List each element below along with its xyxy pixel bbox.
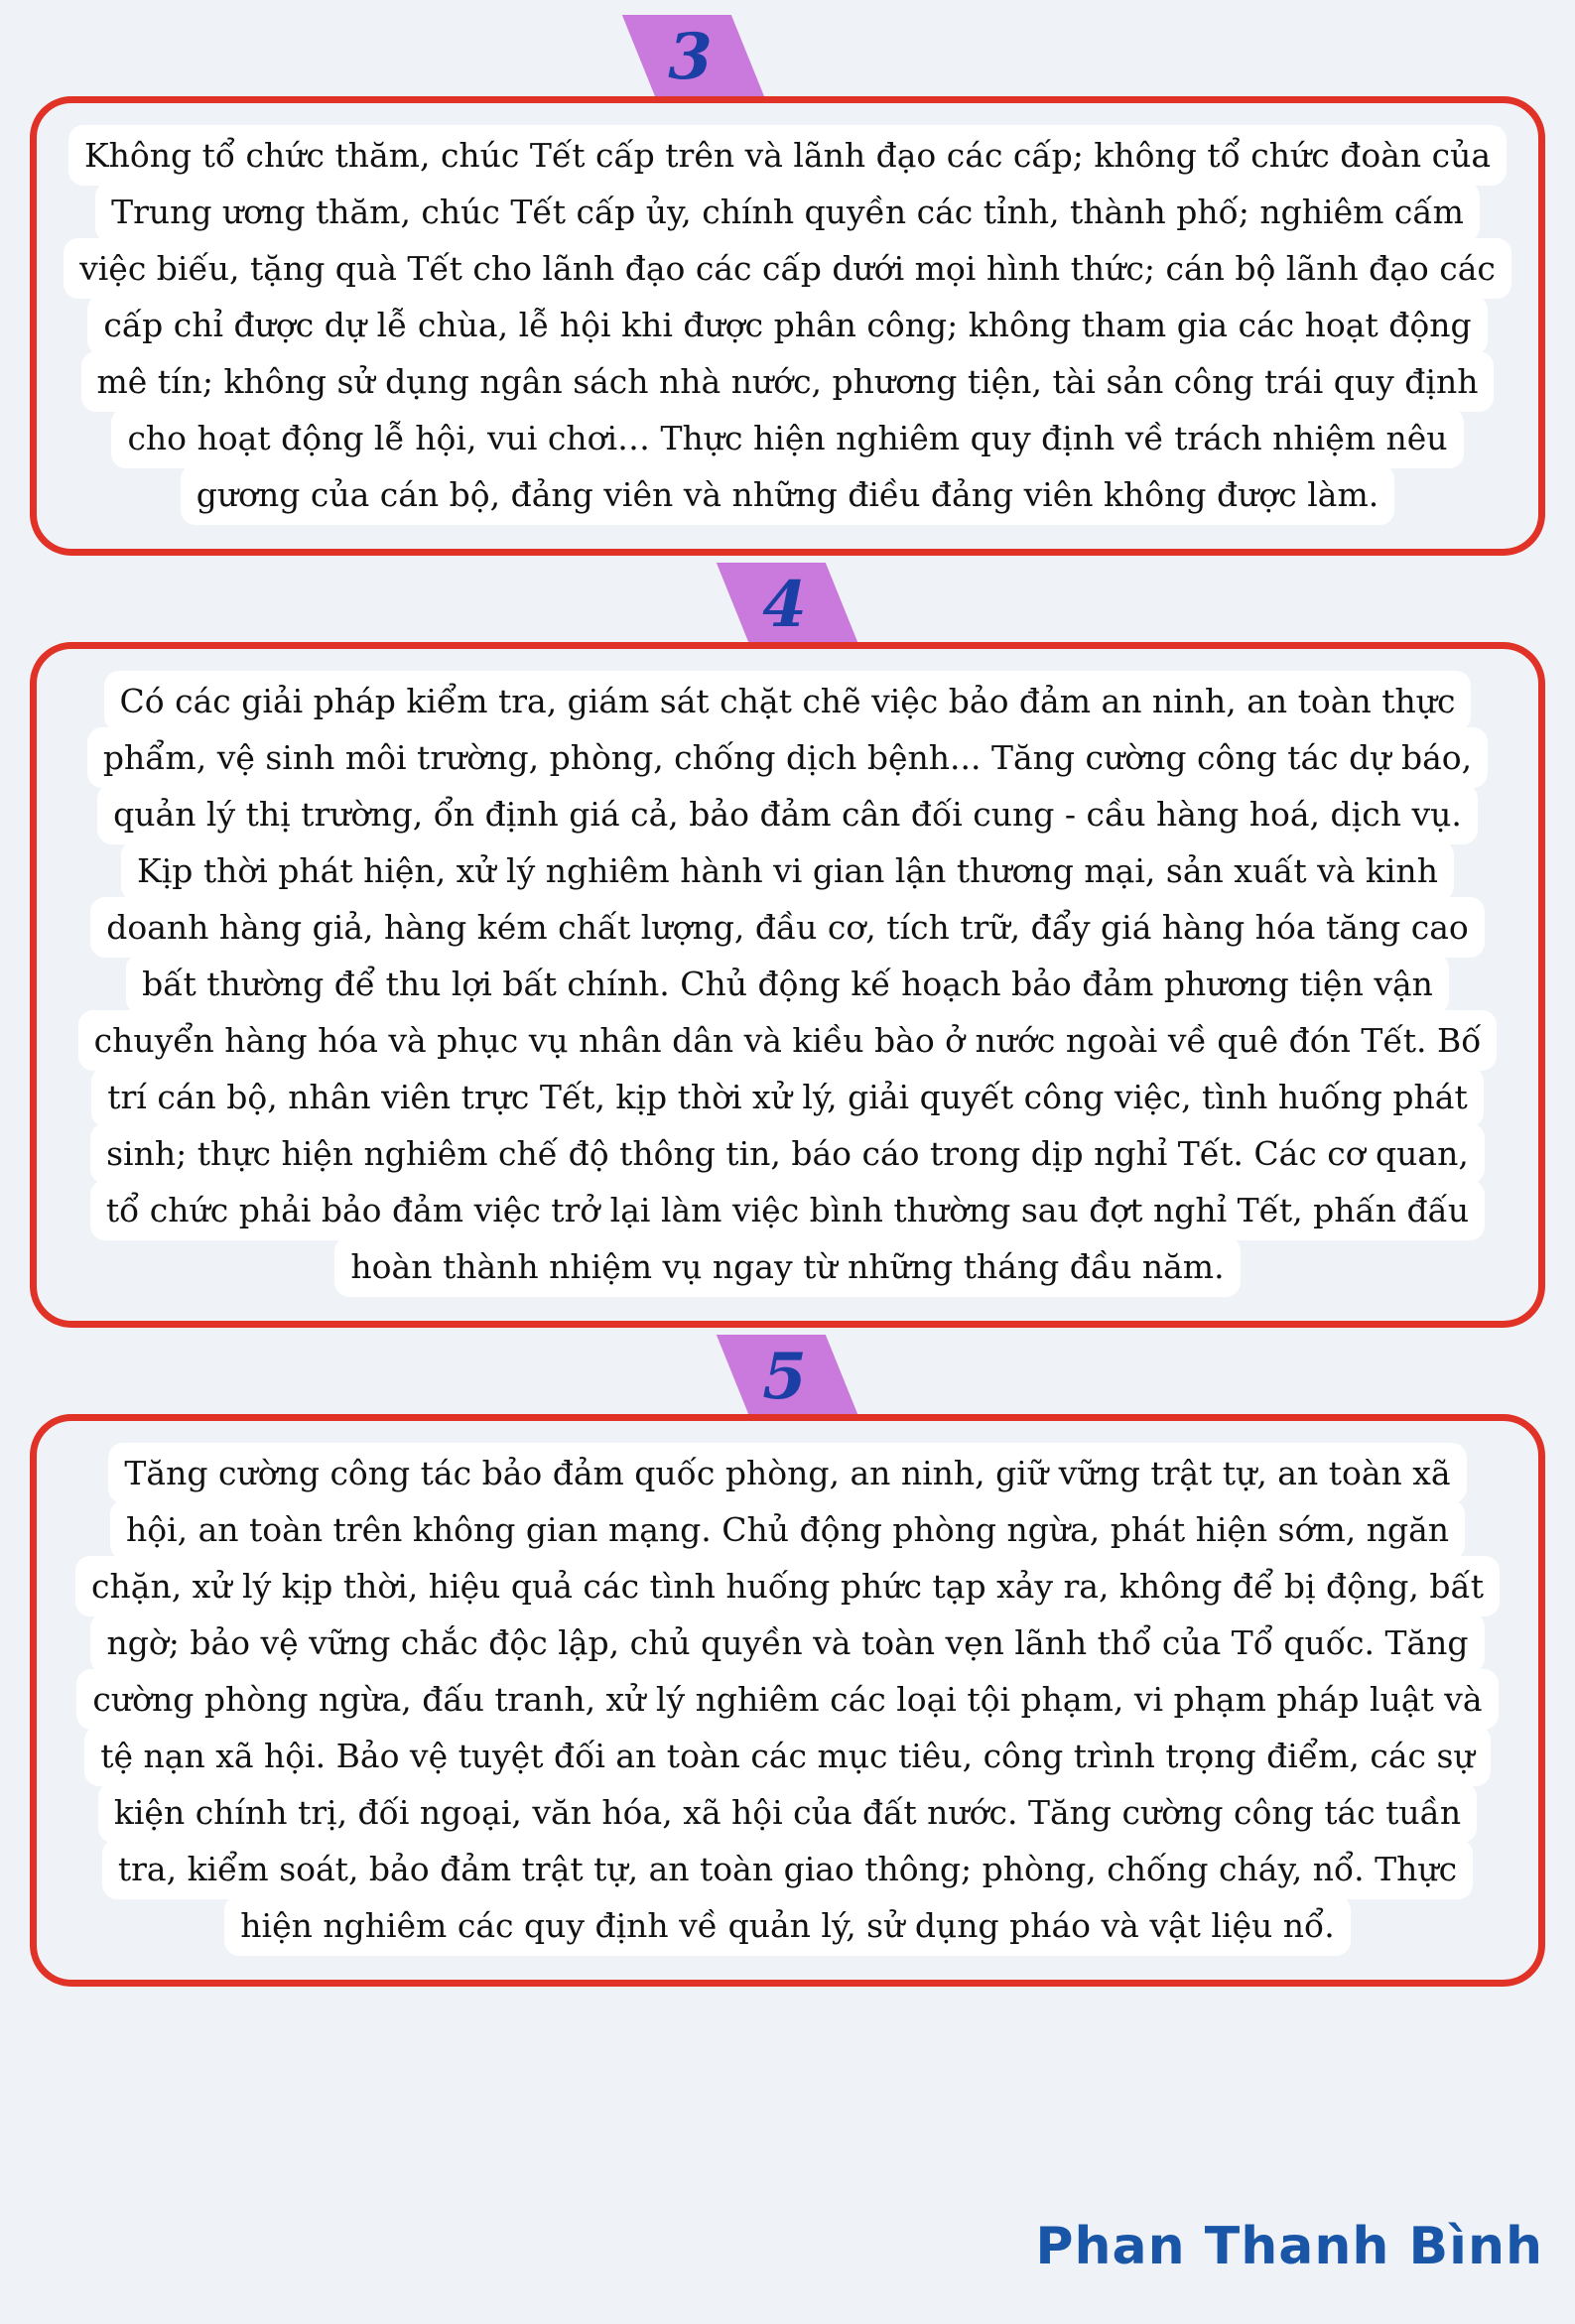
section-text-4 [61, 673, 1514, 1295]
text-line: cho hoạt động lễ hội, vui chơi… Thực hiện nghiêm quy định về trách nhiệm nêu [61, 410, 1514, 466]
text-line: chặn, xử lý kịp thời, hiệu quả các tình huống phức tạp xảy ra, không để bị động, bất [61, 1558, 1514, 1614]
text-line: việc biếu, tặng quà Tết cho lãnh đạo các cấp dưới mọi hình thức; cán bộ lãnh đạo các [61, 240, 1514, 297]
text-line: tệ nạn xã hội. Bảo vệ tuyệt đối an toàn các mục tiêu, công trình trọng điểm, các sự [61, 1728, 1514, 1784]
text-line: mê tín; không sử dụng ngân sách nhà nước, phương tiện, tài sản công trái quy định [61, 353, 1514, 410]
text-line: hoàn thành nhiệm vụ ngay từ những tháng đầu năm. [61, 1238, 1514, 1295]
text-line: phẩm, vệ sinh môi trường, phòng, chống dịch bệnh... Tăng cường công tác dự báo, [61, 729, 1514, 786]
text-line: Có các giải pháp kiểm tra, giám sát chặt chẽ việc bảo đảm an ninh, an toàn thực [61, 673, 1514, 729]
badge-number: 5 [762, 1340, 807, 1414]
text-line: cường phòng ngừa, đấu tranh, xử lý nghiêm các loại tội phạm, vi phạm pháp luật và [61, 1671, 1514, 1728]
parallelogram-shape [716, 563, 858, 647]
text-line: Kịp thời phát hiện, xử lý nghiêm hành vi gian lận thương mại, sản xuất và kinh [61, 842, 1514, 899]
footer [1035, 2217, 1543, 2276]
text-line: kiện chính trị, đối ngoại, văn hóa, xã hội của đất nước. Tăng cường công tác tuần [61, 1784, 1514, 1841]
section-number-badge-4 [733, 563, 843, 647]
text-line: hiện nghiêm các quy định về quản lý, sử dụng pháo và vật liệu nổ. [61, 1897, 1514, 1954]
section-text-5 [61, 1445, 1514, 1954]
text-line: cấp chỉ được dự lễ chùa, lễ hội khi được phân công; không tham gia các hoạt động [61, 297, 1514, 353]
text-line: ngờ; bảo vệ vững chắc độc lập, chủ quyền và toàn vẹn lãnh thổ của Tổ quốc. Tăng [61, 1614, 1514, 1671]
badge-number: 3 [668, 20, 713, 94]
text-line: Tăng cường công tác bảo đảm quốc phòng, an ninh, giữ vững trật tự, an toàn xã [61, 1445, 1514, 1501]
text-line: bất thường để thu lợi bất chính. Chủ động kế hoạch bảo đảm phương tiện vận [61, 956, 1514, 1012]
section-card-5 [30, 1340, 1545, 1987]
badge-number: 4 [762, 568, 807, 642]
text-line: trí cán bộ, nhân viên trực Tết, kịp thời xử lý, giải quyết công việc, tình huống phát [61, 1069, 1514, 1125]
section-number-badge-5 [733, 1335, 843, 1419]
text-line: quản lý thị trường, ổn định giá cả, bảo đảm cân đối cung - cầu hàng hoá, dịch vụ. [61, 786, 1514, 842]
text-line: sinh; thực hiện nghiêm chế độ thông tin, báo cáo trong dịp nghỉ Tết. Các cơ quan, [61, 1125, 1514, 1182]
section-card-4 [30, 568, 1545, 1328]
text-line: Trung ương thăm, chúc Tết cấp ủy, chính quyền các tỉnh, thành phố; nghiêm cấm [61, 184, 1514, 240]
text-line: tra, kiểm soát, bảo đảm trật tự, an toàn giao thông; phòng, chống cháy, nổ. Thực [61, 1841, 1514, 1897]
text-line: doanh hàng giả, hàng kém chất lượng, đầu cơ, tích trữ, đẩy giá hàng hóa tăng cao [61, 899, 1514, 956]
text-line: Không tổ chức thăm, chúc Tết cấp trên và lãnh đạo các cấp; không tổ chức đoàn của [61, 127, 1514, 184]
text-line: hội, an toàn trên không gian mạng. Chủ động phòng ngừa, phát hiện sớm, ngăn [61, 1501, 1514, 1558]
text-line: chuyển hàng hóa và phục vụ nhân dân và kiều bào ở nước ngoài về quê đón Tết. Bố [61, 1012, 1514, 1069]
text-line: gương của cán bộ, đảng viên và những điều đảng viên không được làm. [61, 466, 1514, 523]
parallelogram-shape [716, 1335, 858, 1419]
section-text-3 [61, 127, 1514, 523]
author-signature: Phan Thanh Bình [1035, 2217, 1543, 2276]
section-number-badge-3 [639, 15, 748, 99]
section-card-3 [30, 20, 1545, 556]
text-line: tổ chức phải bảo đảm việc trở lại làm việc bình thường sau đợt nghỉ Tết, phấn đấu [61, 1182, 1514, 1238]
